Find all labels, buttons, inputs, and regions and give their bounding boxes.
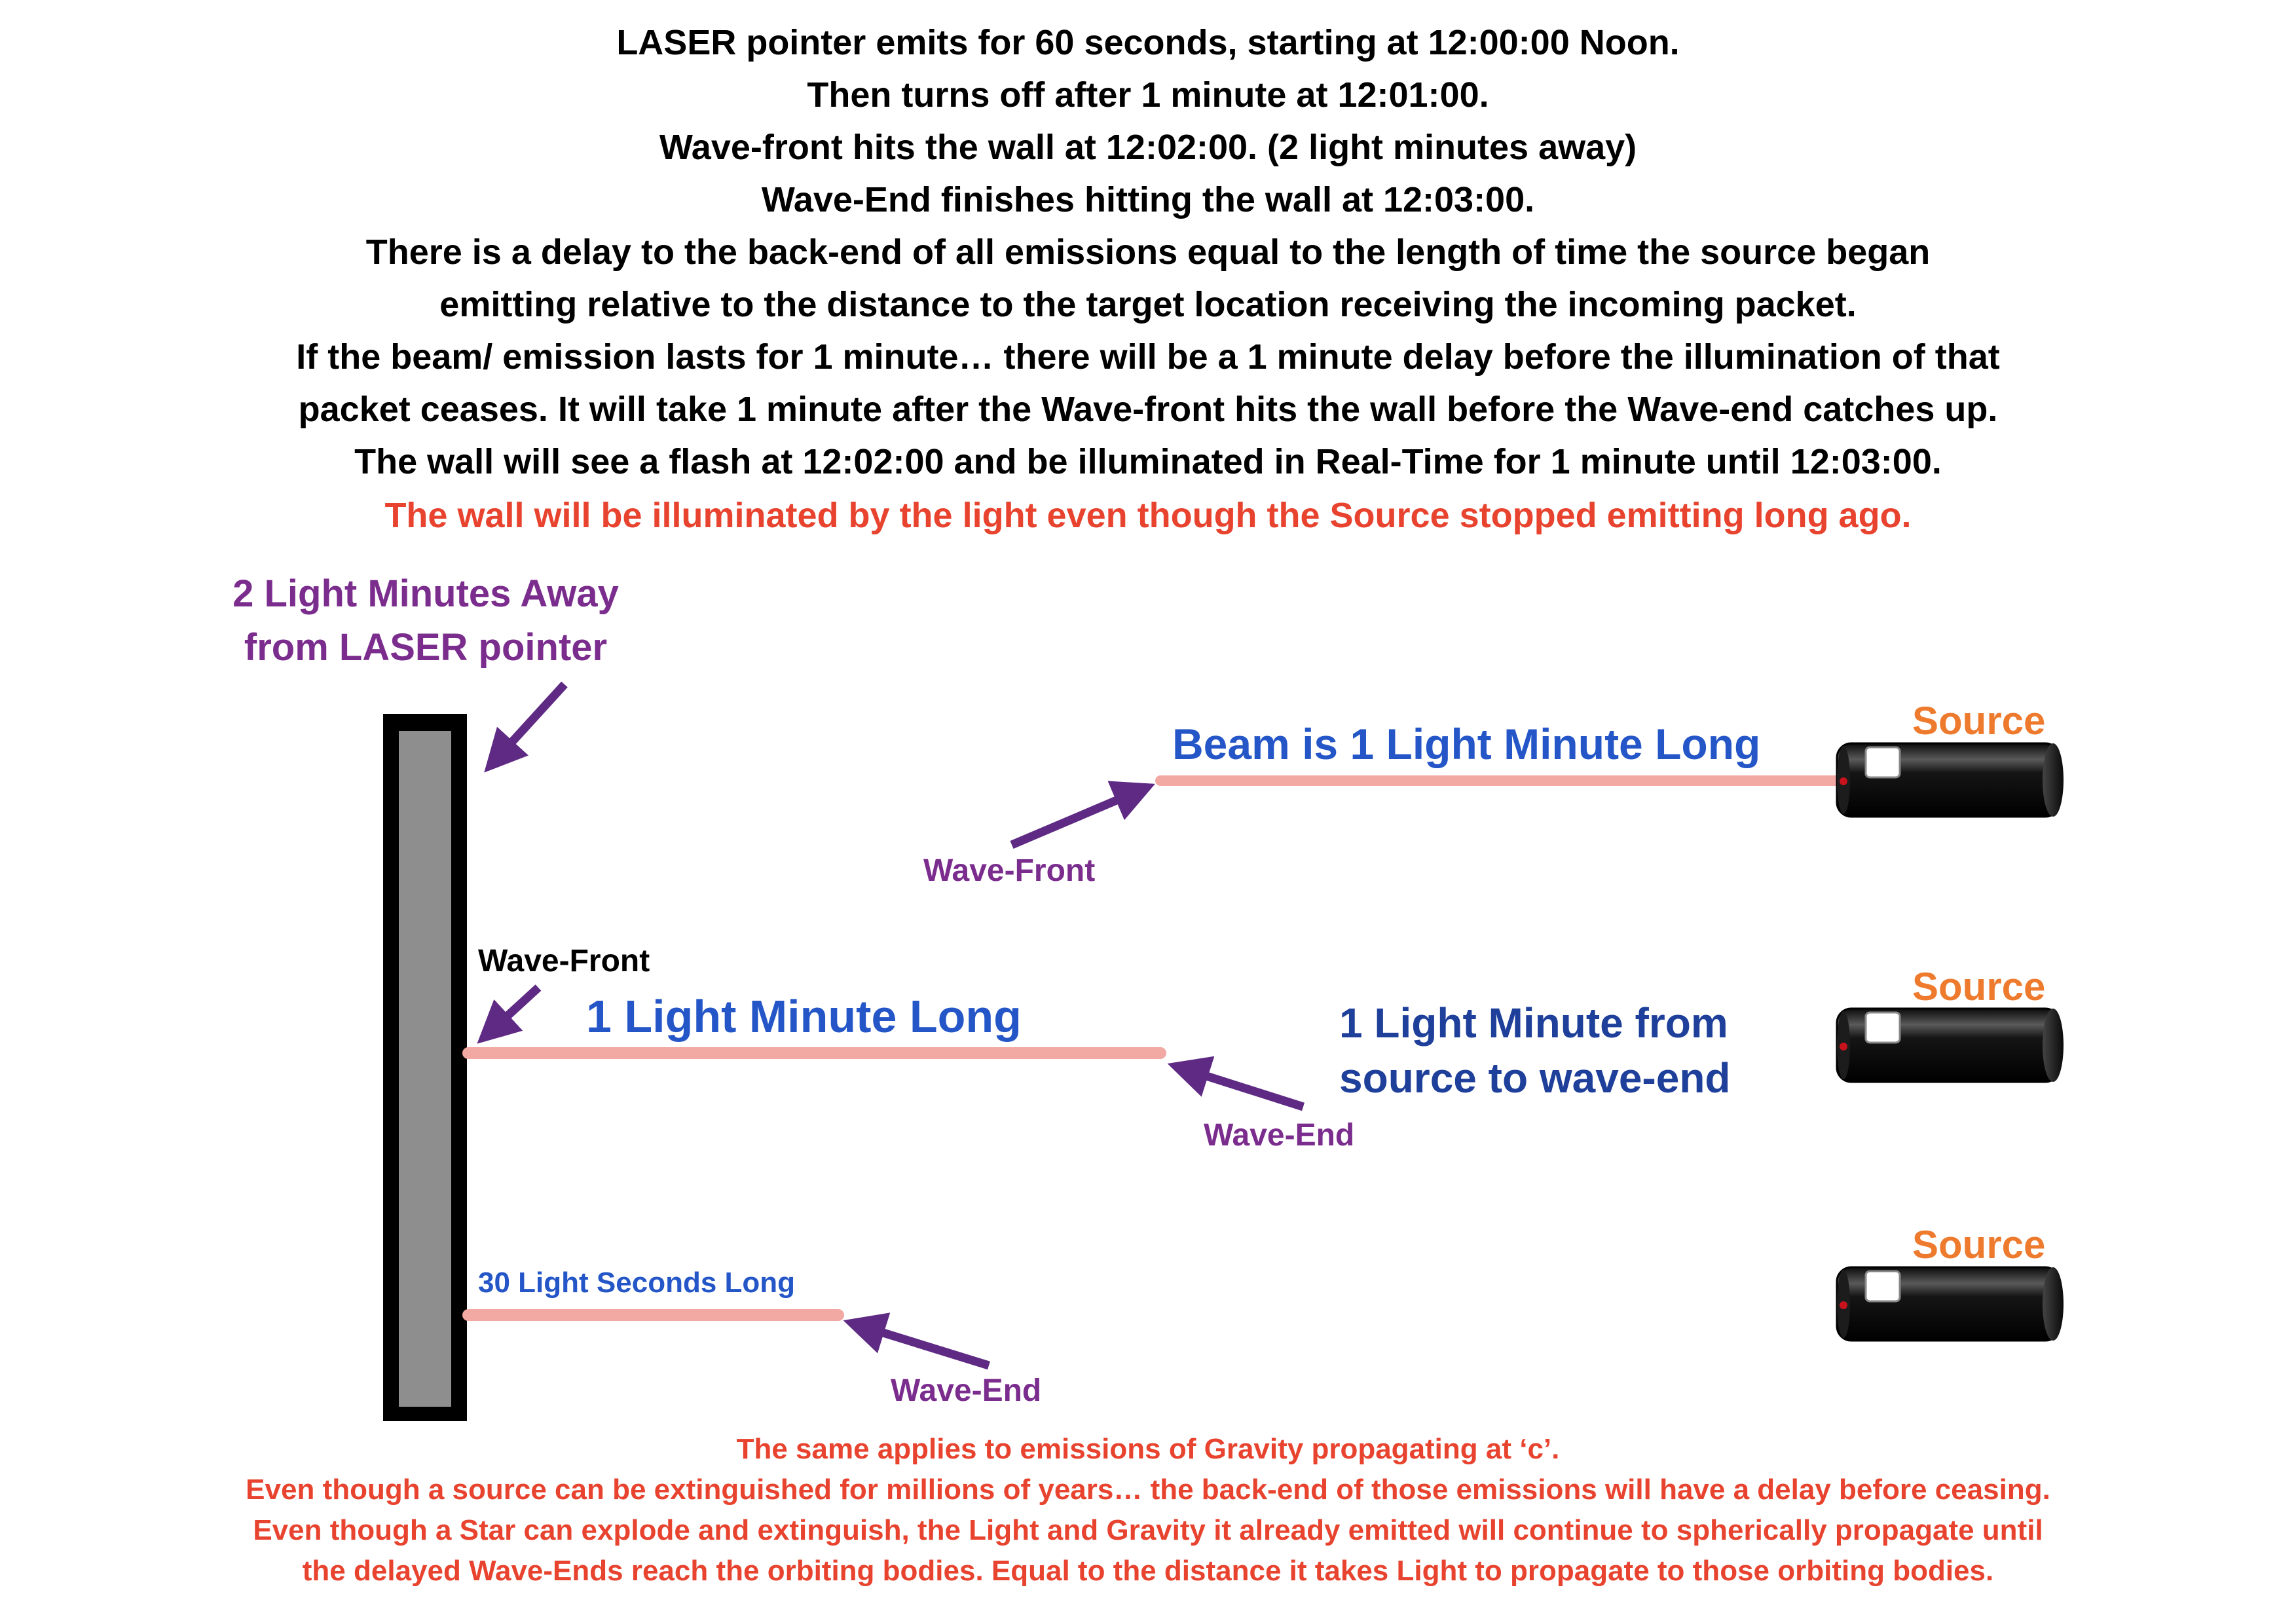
arrow-row3-wave-end (851, 1323, 989, 1365)
wall-distance-label-line1: 2 Light Minutes Away (232, 572, 619, 615)
row2-wave-end-label: Wave-End (1204, 1118, 1355, 1153)
arrow-wall-label (490, 684, 565, 766)
row2-wave-front-label: Wave-Front (478, 944, 650, 978)
header-line-2: Then turns off after 1 minute at 12:01:00. (807, 75, 1489, 115)
source-label-row2: Source (1912, 965, 2046, 1009)
arrow-row2-wave-end (1176, 1066, 1303, 1107)
wall-distance-label-line2: from LASER pointer (244, 626, 608, 669)
laser-pointer-row3 (1837, 1267, 2064, 1341)
row2-gap-label (1339, 995, 1731, 1105)
row3-wave-end-label: Wave-End (891, 1373, 1042, 1408)
wall-distance-label (196, 567, 655, 675)
header-line-8: packet ceases. It will take 1 minute after the Wave-front hits the wall before the Wave-end catches up. (298, 390, 1998, 429)
arrow-row2-wave-front (483, 988, 538, 1038)
laser-pointer-row1 (1837, 743, 2064, 817)
footer-line-1: The same applies to emissions of Gravity propagating at ‘c’. (736, 1433, 1560, 1465)
row2-gap-label-line2: source to wave-end (1339, 1054, 1731, 1102)
header-line-7: If the beam/ emission lasts for 1 minute… there will be a 1 minute delay before the illumination of that (296, 337, 2000, 377)
row1-wave-front-label: Wave-Front (923, 853, 1096, 888)
footer-line-2: Even though a source can be extinguished for millions of years… the back-end of those emissions will have a delay before ceasing. (246, 1474, 2050, 1506)
laser-pointer-row2 (1837, 1009, 2064, 1082)
header-line-5: There is a delay to the back-end of all emissions equal to the length of time the source began (365, 232, 1931, 272)
header-line-6: emitting relative to the distance to the target location receiving the incoming packet. (439, 285, 1857, 324)
arrow-row1-wave-front (1012, 787, 1147, 845)
source-label-row3: Source (1912, 1223, 2046, 1267)
wall (383, 714, 467, 1421)
row2-beam-label: 1 Light Minute Long (586, 991, 1022, 1042)
source-label-row1: Source (1912, 699, 2046, 743)
footer-line-4: the delayed Wave-Ends reach the orbiting bodies. Equal to the distance it takes Light to propagate to those orbiting bodies. (302, 1555, 1994, 1587)
header-line-4: Wave-End finishes hitting the wall at 12:03:00. (761, 180, 1535, 219)
row2-gap-label-line1: 1 Light Minute from (1339, 999, 1728, 1047)
header-line-3: Wave-front hits the wall at 12:02:00. (2 light minutes away) (659, 128, 1637, 167)
header-highlight: The wall will be illuminated by the light even though the Source stopped emitting long ago. (384, 496, 1912, 535)
row3-beam-label: 30 Light Seconds Long (478, 1267, 796, 1299)
footer-line-3: Even though a Star can explode and extinguish, the Light and Gravity it already emitted will continue to spherically propagate until (253, 1514, 2043, 1546)
header-line-9: The wall will see a flash at 12:02:00 and be illuminated in Real-Time for 1 minute until 12:03:00. (354, 442, 1942, 481)
row1-beam-label: Beam is 1 Light Minute Long (1172, 720, 1761, 768)
header-line-1: LASER pointer emits for 60 seconds, starting at 12:00:00 Noon. (616, 23, 1680, 62)
